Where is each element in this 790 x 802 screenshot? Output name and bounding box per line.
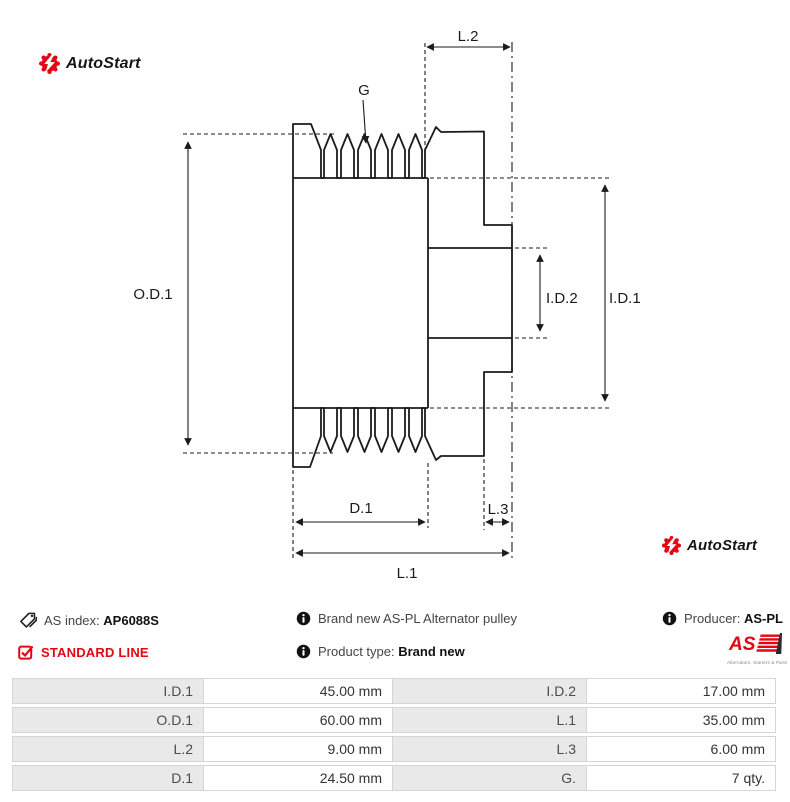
dim-label-d1: D.1 xyxy=(349,500,373,517)
info-icon xyxy=(296,644,311,659)
spec-value: 60.00 mm xyxy=(203,707,393,733)
tag-icon xyxy=(18,611,37,630)
product-type-text: Product type: Brand new xyxy=(318,644,465,659)
table-row xyxy=(12,707,778,733)
dim-label-od1: O.D.1 xyxy=(133,286,173,303)
spec-value: 45.00 mm xyxy=(203,678,393,704)
spec-key: L.2 xyxy=(12,736,204,762)
aspl-logo xyxy=(727,633,788,665)
spec-value: 9.00 mm xyxy=(203,736,393,762)
spec-key: O.D.1 xyxy=(12,707,204,733)
producer-text: Producer: AS-PL xyxy=(684,611,783,626)
spec-key: I.D.1 xyxy=(12,678,204,704)
spec-value: 7 qty. xyxy=(586,765,776,791)
autostart-wordmark: AutoStart xyxy=(687,537,758,554)
table-row xyxy=(12,736,778,762)
dim-label-l3: L.3 xyxy=(487,501,509,518)
standard-line-label: STANDARD LINE xyxy=(41,644,149,660)
dim-label-g: G xyxy=(358,82,370,99)
product-type-value: Brand new xyxy=(398,644,465,659)
aspl-logo-text: AS xyxy=(729,634,756,654)
dim-label-id2: I.D.2 xyxy=(546,290,578,307)
spec-key: D.1 xyxy=(12,765,204,791)
spec-value: 17.00 mm xyxy=(586,678,776,704)
spec-table xyxy=(12,678,778,794)
as-index-text: AS index: AP6088S xyxy=(44,613,159,628)
spec-value: 6.00 mm xyxy=(586,736,776,762)
aspl-tagline: Alternators, Starters & Parts xyxy=(727,660,788,665)
description-text: Brand new AS-PL Alternator pulley xyxy=(318,611,517,626)
autostart-wordmark: AutoStart xyxy=(66,54,141,72)
pulley-outline xyxy=(293,124,512,467)
producer-row xyxy=(662,611,783,626)
product-type-row xyxy=(296,644,465,659)
dim-label-id1: I.D.1 xyxy=(609,290,641,307)
spec-value: 24.50 mm xyxy=(203,765,393,791)
autostart-bolt-icon xyxy=(662,535,681,556)
spec-key: L.1 xyxy=(392,707,587,733)
info-icon xyxy=(296,611,311,626)
dim-label-l2: L.2 xyxy=(457,28,479,45)
aspl-logo-icon xyxy=(728,633,782,654)
spec-value: 35.00 mm xyxy=(586,707,776,733)
autostart-logo-bottom xyxy=(662,535,757,556)
info-icon xyxy=(662,611,677,626)
spec-key: I.D.2 xyxy=(392,678,587,704)
description-row xyxy=(296,611,517,626)
table-row xyxy=(12,765,778,791)
pulley-internal-lines xyxy=(293,178,512,408)
producer-value: AS-PL xyxy=(744,611,783,626)
spec-key: L.3 xyxy=(392,736,587,762)
standard-line-row xyxy=(18,644,149,660)
as-index-row xyxy=(18,611,159,630)
dimension-lines xyxy=(188,47,605,553)
checked-checkbox-icon xyxy=(18,644,34,660)
dim-label-l1: L.1 xyxy=(396,565,418,582)
as-index-value: AP6088S xyxy=(103,613,159,628)
spec-key: G. xyxy=(392,765,587,791)
table-row xyxy=(12,678,778,704)
